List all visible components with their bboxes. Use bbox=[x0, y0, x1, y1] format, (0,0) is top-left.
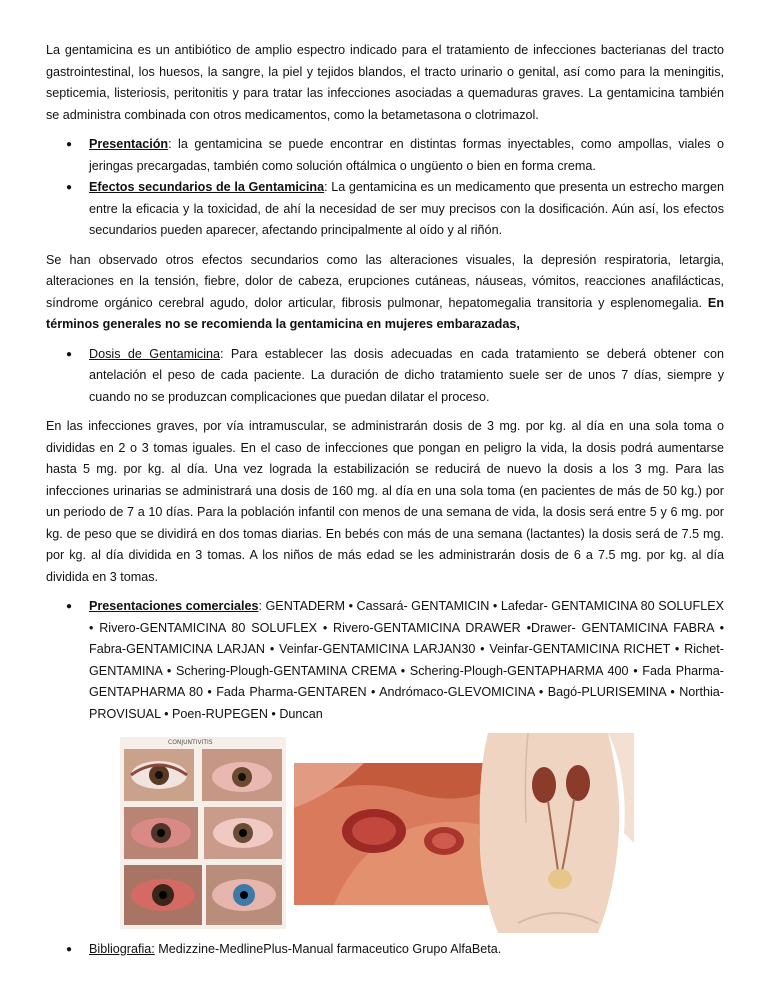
kidney-anatomy-image bbox=[458, 733, 634, 933]
side-effects-paragraph bbox=[46, 250, 724, 336]
list-term: Dosis de Gentamicina bbox=[89, 346, 220, 361]
list-term: Presentación bbox=[89, 137, 169, 151]
list-text: : la gentamicina se puede encontrar en distintas formas inyectables, como ampollas, viales o jeringas precargadas, también como solución oftálmica o ungüento o bien en forma crema. bbox=[89, 137, 724, 173]
list-item bbox=[46, 596, 724, 725]
side-effects-text: Se han observado otros efectos secundarios como las alteraciones visuales, la depresión respiratoria, letargia, alteraciones en la tensión, fiebre, dolor de cabeza, erupciones cutáneas, náuseas, vómitos, reacciones anafilácticas, síndrome orgánico cerebral agudo, dolor articular, fibrosis pulmonar, hepatomegalia transitoria y esplenomegalia. bbox=[46, 252, 724, 310]
eyes-illustration bbox=[120, 737, 286, 929]
image-caption: CONJUNTIVITIS bbox=[168, 739, 213, 746]
bullet-icon: ● bbox=[66, 182, 73, 193]
list-text: Medizzine-MedlinePlus-Manual farmaceutico Grupo AlfaBeta. bbox=[154, 942, 502, 956]
document-page bbox=[46, 40, 724, 969]
torso-illustration bbox=[458, 733, 634, 933]
dose-list bbox=[46, 344, 724, 409]
bullet-icon: ● bbox=[66, 139, 73, 150]
list-text: : La gentamicina es un medicamento que presenta un estrecho margen entre la eficacia y la toxicidad, de ahí la necesidad de ser muy precisos con la dosificación. Aún así, los efectos secundarios pueden aparecer, afectando principalmente al oído y al riñón. bbox=[89, 180, 724, 237]
conjunctivitis-image bbox=[120, 737, 286, 929]
list-text: : GENTADERM • Cassará- GENTAMICIN • Lafedar- GENTAMICINA 80 SOLUFLEX • Rivero-GENTAMICINA 80 SOLUFLEX • Rivero-GENTAMICINA DRAWER •Drawer- GENTAMICINA FABRA • Fabra-GENTAMICINA LARJAN • Veinfar-GENTAMICINA LARJAN30 • Veinfar-GENTAMICINA RICHET • Richet-GENTAMINA • Schering-Plough-GENTAMINA CREMA • Schering-Plough-GENTAPHARMA 400 • Fada Pharma-GENTAPHARMA 80 • Fada Pharma-GENTAREN • Andrómaco-GLEVOMICINA • Bagó-PLURISEMINA • Northia-PROVISUAL • Poen-RUPEGEN • Duncan bbox=[89, 599, 724, 721]
list-item bbox=[46, 134, 724, 177]
list-term: Presentaciones comerciales bbox=[89, 599, 259, 613]
dose-detail-paragraph: En las infecciones graves, por vía intramuscular, se administrarán dosis de 3 mg. por kg. al día en una sola toma o divididas en 2 o 3 tomas iguales. En el caso de infecciones que pongan en peligro la vida, la dosis podrá aumentarse hasta 5 mg. por kg. al día. Una vez lograda la estabilización se reducirá de nuevo la dosis a los 3 mg. Para las infecciones urinarias se administrará una dosis de 160 mg. al día en una sola toma (en pacientes de más de 50 kg.) por un periodo de 7 a 10 días. Para la población infantil con menos de una semana de vida, la dosis será entre 5 y 6 mg. por kg. de peso que se dividirá en dos tomas diarias. En bebés con más de una semana (lactantes) la dosis será de 7.5 mg. por kg. al día dividida en 3 tomas. A los niños de más edad se les administrarán dosis de 6 a 7.5 mg. por kg. al día dividida en 3 tomas. bbox=[46, 419, 724, 584]
bullet-icon: ● bbox=[66, 944, 73, 955]
list-item bbox=[46, 344, 724, 409]
commercial-list bbox=[46, 596, 724, 725]
bullet-icon: ● bbox=[66, 348, 73, 360]
presentation-list bbox=[46, 134, 724, 242]
list-term: Bibliografia: bbox=[89, 942, 155, 956]
list-item bbox=[46, 177, 724, 242]
bibliography-list bbox=[46, 939, 724, 961]
list-text: : Para establecer las dosis adecuadas en cada tratamiento se deberá obtener con antelación el peso de cada paciente. La duración de dicho tratamiento suele ser de unos 7 días, siempre y cuando no se produzcan complicaciones que puedan dilatar el proceso. bbox=[89, 346, 724, 404]
bullet-icon: ● bbox=[66, 601, 73, 612]
illustrations bbox=[46, 733, 724, 933]
list-item bbox=[46, 939, 724, 961]
pregnancy-warning: En términos generales no se recomienda la gentamicina en mujeres embarazadas, bbox=[46, 295, 725, 331]
list-term: Efectos secundarios de la Gentamicina bbox=[89, 180, 325, 194]
intro-paragraph: La gentamicina es un antibiótico de amplio espectro indicado para el tratamiento de infecciones bacterianas del tracto gastrointestinal, los huesos, la sangre, la piel y tejidos blandos, el tracto urinario o genital, así como para la meningitis, septicemia, listeriosis, peritonitis y para tratar las infecciones asociadas a quemaduras graves. La gentamicina también se administra combinada con otros medicamentos, como la betametasona o clotrimazol. bbox=[46, 43, 724, 122]
